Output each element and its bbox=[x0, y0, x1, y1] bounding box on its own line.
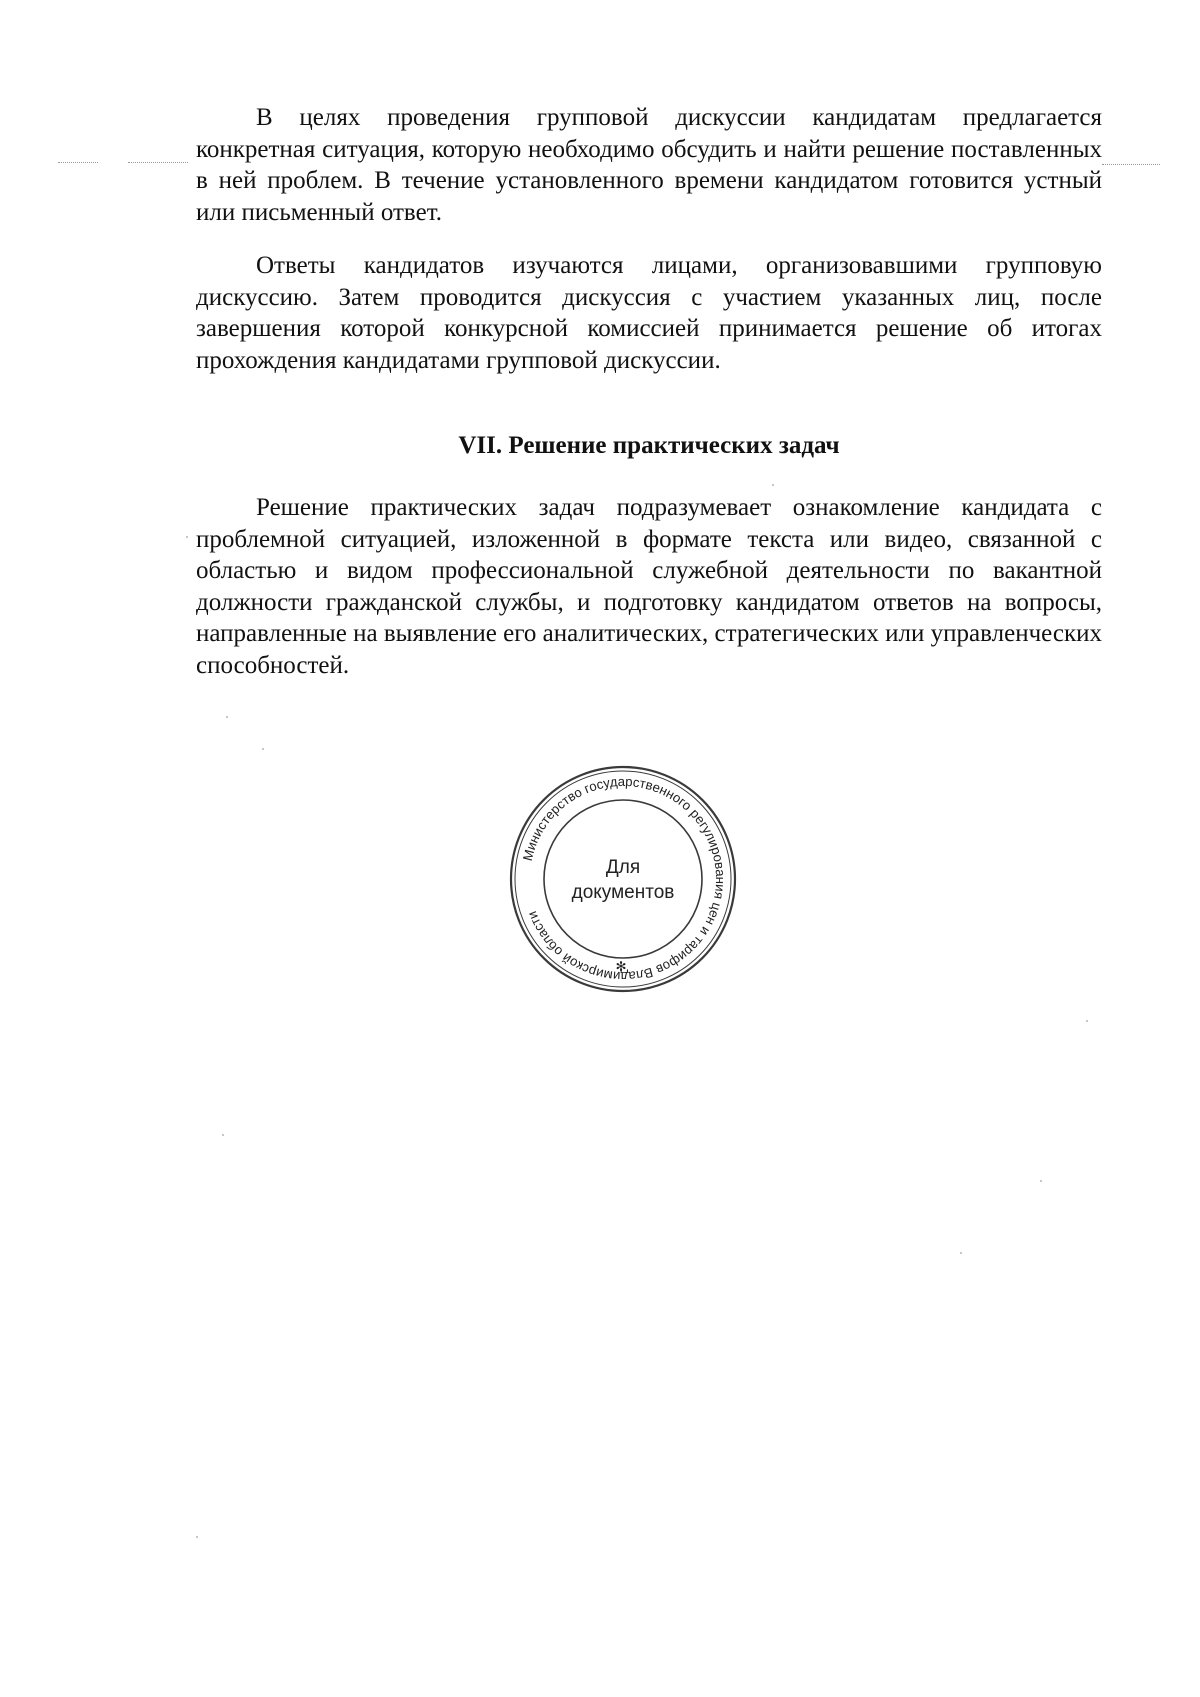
official-seal-stamp bbox=[508, 764, 738, 994]
scan-artifact-line bbox=[58, 162, 98, 164]
seal-ring-text: Министерство государственного регулирования цен и тарифов Владимирской области bbox=[519, 773, 729, 985]
scan-speck bbox=[1040, 1180, 1042, 1182]
paragraph-group-discussion-evaluation: Ответы кандидатов изучаются лицами, организовавшими групповую дискуссию. Затем проводится дискуссия с участием указанных лиц, после завершения которой конкурсной комиссией принимается решение об итогах прохождения кандидатами групповой дискуссии. bbox=[196, 252, 1102, 374]
scan-speck bbox=[1086, 1020, 1088, 1022]
scan-speck bbox=[196, 1536, 198, 1538]
paragraph-group-discussion-intro: В целях проведения групповой дискуссии кандидатам предлагается конкретная ситуация, которую необходимо обсудить и найти решение поставленных в ней проблем. В течение установленного времени кандидатом готовится устный или письменный ответ. bbox=[196, 104, 1102, 226]
seal-center-line-1: Для bbox=[605, 857, 641, 878]
scan-speck bbox=[262, 748, 264, 750]
scan-speck bbox=[186, 536, 188, 538]
scan-artifact-line bbox=[128, 162, 188, 164]
paragraph-practical-tasks: Решение практических задач подразумевает ознакомление кандидата с проблемной ситуацией, изложенной в формате текста или видео, связанной с областью и видом профессиональной служебной деятельности по вакантной должности гражданской службы, и подготовку кандидатом ответов на вопросы, направленные на выявление его аналитических, стратегических или управленческих способностей. bbox=[196, 494, 1102, 679]
seal-star-icon: ✻ bbox=[615, 959, 627, 974]
section-heading: VII. Решение практических задач bbox=[458, 432, 840, 459]
scan-speck bbox=[960, 1252, 962, 1254]
scan-speck bbox=[226, 716, 228, 718]
scan-artifact-line bbox=[1102, 164, 1160, 166]
scan-speck bbox=[222, 1134, 224, 1136]
seal-outer-ring-inner bbox=[515, 771, 731, 987]
seal-inner-ring bbox=[544, 800, 702, 958]
seal-center-line-2: документов bbox=[571, 882, 675, 903]
scan-speck bbox=[772, 484, 774, 486]
